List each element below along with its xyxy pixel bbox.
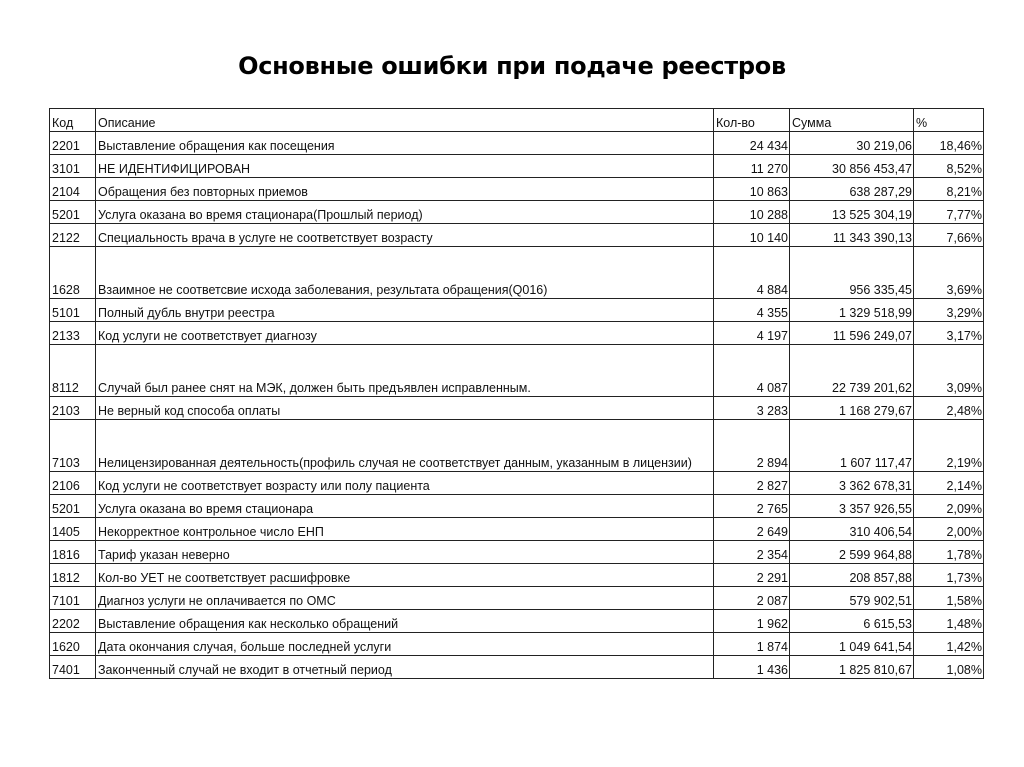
cell-count: 2 291 [714,564,790,587]
cell-sum: 1 049 641,54 [790,633,914,656]
cell-sum: 956 335,45 [790,247,914,299]
table-row [50,201,984,224]
cell-percent: 3,69% [914,247,984,299]
cell-description: Дата окончания случая, больше последней услуги [96,633,714,656]
cell-percent: 1,48% [914,610,984,633]
cell-description: Случай был ранее снят на МЭК, должен быть предъявлен исправленным. [96,345,714,397]
table-row [50,224,984,247]
cell-count: 2 765 [714,495,790,518]
cell-code: 7103 [50,420,96,472]
table-row [50,132,984,155]
cell-description: Код услуги не соответствует диагнозу [96,322,714,345]
cell-description: НЕ ИДЕНТИФИЦИРОВАН [96,155,714,178]
cell-count: 4 355 [714,299,790,322]
cell-sum: 22 739 201,62 [790,345,914,397]
cell-code: 1620 [50,633,96,656]
table-row [50,420,984,472]
cell-description: Полный дубль внутри реестра [96,299,714,322]
cell-count: 1 874 [714,633,790,656]
cell-percent: 2,00% [914,518,984,541]
table-header-row [50,109,984,132]
cell-count: 4 087 [714,345,790,397]
cell-percent: 1,42% [914,633,984,656]
page-title: Основные ошибки при подаче реестров [238,52,786,80]
cell-description: Услуга оказана во время стационара [96,495,714,518]
cell-percent: 3,09% [914,345,984,397]
cell-description: Не верный код способа оплаты [96,397,714,420]
header-count: Кол-во [714,109,790,132]
header-sum: Сумма [790,109,914,132]
cell-sum: 30 219,06 [790,132,914,155]
cell-percent: 2,14% [914,472,984,495]
cell-percent: 7,77% [914,201,984,224]
cell-description: Специальность врача в услуге не соответствует возрасту [96,224,714,247]
cell-percent: 8,21% [914,178,984,201]
header-description: Описание [96,109,714,132]
table-row [50,633,984,656]
cell-percent: 2,19% [914,420,984,472]
cell-code: 2106 [50,472,96,495]
table-row [50,397,984,420]
cell-percent: 3,29% [914,299,984,322]
cell-count: 1 962 [714,610,790,633]
table-row [50,322,984,345]
cell-count: 1 436 [714,656,790,679]
cell-code: 2202 [50,610,96,633]
table-row [50,299,984,322]
cell-code: 5101 [50,299,96,322]
cell-percent: 3,17% [914,322,984,345]
cell-code: 3101 [50,155,96,178]
cell-percent: 1,58% [914,587,984,610]
cell-count: 10 140 [714,224,790,247]
table-row [50,656,984,679]
cell-count: 10 288 [714,201,790,224]
cell-sum: 579 902,51 [790,587,914,610]
cell-code: 7101 [50,587,96,610]
table-row [50,587,984,610]
header-code: Код [50,109,96,132]
cell-count: 3 283 [714,397,790,420]
cell-description: Диагноз услуги не оплачивается по ОМС [96,587,714,610]
cell-description: Кол-во УЕТ не соответствует расшифровке [96,564,714,587]
cell-percent: 1,08% [914,656,984,679]
cell-code: 1816 [50,541,96,564]
cell-description: Законченный случай не входит в отчетный период [96,656,714,679]
cell-sum: 1 329 518,99 [790,299,914,322]
cell-count: 11 270 [714,155,790,178]
cell-count: 10 863 [714,178,790,201]
cell-code: 2201 [50,132,96,155]
cell-percent: 2,09% [914,495,984,518]
cell-sum: 638 287,29 [790,178,914,201]
cell-code: 2122 [50,224,96,247]
cell-description: Обращения без повторных приемов [96,178,714,201]
table-row [50,178,984,201]
errors-table [49,108,984,679]
table-row [50,564,984,587]
cell-description: Взаимное не соответсвие исхода заболевания, результата обращения(Q016) [96,247,714,299]
cell-sum: 208 857,88 [790,564,914,587]
cell-count: 2 894 [714,420,790,472]
cell-percent: 7,66% [914,224,984,247]
cell-description: Выставление обращения как посещения [96,132,714,155]
cell-code: 2103 [50,397,96,420]
cell-code: 1628 [50,247,96,299]
cell-percent: 2,48% [914,397,984,420]
cell-sum: 6 615,53 [790,610,914,633]
cell-count: 4 884 [714,247,790,299]
cell-sum: 13 525 304,19 [790,201,914,224]
cell-sum: 30 856 453,47 [790,155,914,178]
cell-description: Выставление обращения как несколько обращений [96,610,714,633]
cell-code: 2104 [50,178,96,201]
cell-count: 2 827 [714,472,790,495]
cell-sum: 1 168 279,67 [790,397,914,420]
cell-count: 24 434 [714,132,790,155]
header-percent: % [914,109,984,132]
table-row [50,610,984,633]
cell-description: Нелицензированная деятельность(профиль случая не соответствует данным, указанным в лицензии) [96,420,714,472]
table-row [50,345,984,397]
cell-percent: 8,52% [914,155,984,178]
cell-description: Код услуги не соответствует возрасту или полу пациента [96,472,714,495]
cell-code: 1812 [50,564,96,587]
cell-percent: 1,73% [914,564,984,587]
cell-code: 5201 [50,201,96,224]
cell-sum: 3 362 678,31 [790,472,914,495]
cell-sum: 1 825 810,67 [790,656,914,679]
cell-code: 5201 [50,495,96,518]
cell-sum: 310 406,54 [790,518,914,541]
cell-code: 2133 [50,322,96,345]
cell-count: 2 087 [714,587,790,610]
cell-code: 1405 [50,518,96,541]
cell-count: 2 354 [714,541,790,564]
table-row [50,472,984,495]
cell-sum: 11 343 390,13 [790,224,914,247]
cell-code: 8112 [50,345,96,397]
cell-description: Тариф указан неверно [96,541,714,564]
cell-percent: 1,78% [914,541,984,564]
table-row [50,541,984,564]
cell-description: Некорректное контрольное число ЕНП [96,518,714,541]
cell-percent: 18,46% [914,132,984,155]
cell-code: 7401 [50,656,96,679]
table-row [50,247,984,299]
cell-count: 2 649 [714,518,790,541]
cell-description: Услуга оказана во время стационара(Прошлый период) [96,201,714,224]
table-row [50,518,984,541]
table-row [50,495,984,518]
cell-sum: 3 357 926,55 [790,495,914,518]
cell-sum: 11 596 249,07 [790,322,914,345]
cell-sum: 1 607 117,47 [790,420,914,472]
table-row [50,155,984,178]
cell-count: 4 197 [714,322,790,345]
cell-sum: 2 599 964,88 [790,541,914,564]
